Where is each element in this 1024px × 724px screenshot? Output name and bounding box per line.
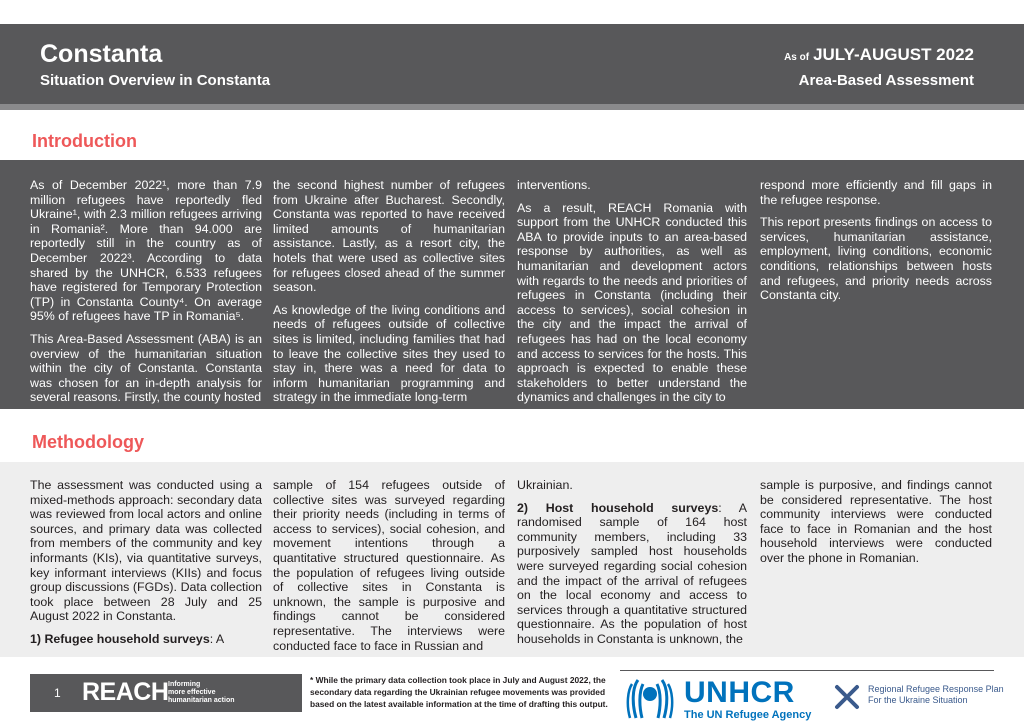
text-run: As knowledge of the living conditions and needs of refugees outside of collective sites is limited, including families that had to leave the collective sites they used to stay in, there was a need for data to inform humanitarian programming and strategy in the immediate long-term	[273, 302, 505, 405]
bold-label: 2) Host household surveys	[517, 500, 719, 515]
reach-tagline	[168, 681, 235, 705]
host-survey-paragraph	[760, 478, 992, 566]
host-survey-paragraph	[517, 501, 747, 647]
unhcr-wordmark: UNHCR	[684, 676, 795, 709]
reach-logo: REACH	[82, 678, 169, 706]
rrp-emblem-icon	[832, 682, 862, 712]
reach-tagline-line: more effective	[168, 689, 216, 696]
text-run: respond more efficiently and fill gaps in the refugee response.	[760, 178, 992, 207]
methodology-heading: Methodology	[32, 432, 144, 452]
text-run: As of December 2022¹, more than 7.9 million refugees have reportedly fled Ukraine¹, with 2.3 million refugees arriving in Romania². More than 94.000 are reportedly still in the country as of December 2022³. According to data shared by the UNHCR, 6.533 refugees have registered for Temporary Protection (TP) in Constanta County⁴. On average 95% of refugees have TP in Romania⁵.	[30, 178, 262, 324]
intro-paragraph	[273, 303, 505, 405]
methodology-column-4	[760, 478, 992, 574]
text-run: : A randomised sample of 164 host community members, including 33 purposively sampled host households were surveyed regarding social cohesion and the impact of the arrival of refugees on the local economy and access to services through a quantitative structured questionnaire. As the population of host households in Constanta is unknown, the	[517, 500, 747, 646]
report-header	[0, 24, 1024, 110]
text-run: This report presents findings on access to services, humanitarian assistance, employment, living conditions, economic conditions, relationships between hosts and refugees, and priority needs across Constanta city.	[760, 215, 992, 303]
text-run: interventions.	[517, 178, 591, 192]
unhcr-subtitle: The UN Refugee Agency	[684, 709, 812, 721]
rrp-logo	[832, 682, 1012, 712]
intro-paragraph	[30, 332, 262, 405]
text-run: : A	[209, 631, 225, 646]
unhcr-hands-icon	[622, 674, 678, 722]
text-run: Ukrainian.	[517, 478, 573, 492]
page-number: 1	[54, 686, 61, 700]
intro-paragraph	[760, 178, 992, 207]
intro-paragraph	[273, 178, 505, 295]
rrp-text-line: For the Ukraine Situation	[868, 695, 968, 705]
introduction-heading: Introduction	[32, 131, 137, 151]
text-run: As a result, REACH Romania with support from the UNHCR conducted this ABA to provide inputs to an area-based response by authorities, as well as humanitarian and development actors with regards to the needs and priorities of refugees in Constanta (including their access to services), social cohesion in the city and the impact the arrival of refugees has had on the local economy and access to services for the hosts. This approach is expected to enable these stakeholders to better understand the dynamics and challenges in the city to	[517, 200, 747, 405]
header-divider	[0, 104, 1024, 110]
data-collection-footnote: * While the primary data collection took place in July and August 2022, the secondary data regarding the Ukrainian refugee movements was provided based on the latest available information at the time of drafting this output.	[310, 675, 608, 709]
report-type: Area-Based Assessment	[798, 72, 974, 89]
as-of-prefix: As of	[784, 52, 810, 63]
footer-divider	[620, 670, 994, 671]
methodology-section	[0, 462, 1024, 657]
page-footer	[0, 670, 1024, 724]
as-of-date	[784, 45, 974, 65]
intro-column-3	[517, 178, 747, 413]
refugee-survey-paragraph	[273, 478, 505, 653]
unhcr-logo	[620, 674, 820, 722]
intro-column-2	[273, 178, 505, 413]
text-run: sample is purposive, and findings cannot be considered representative. The host community interviews were conducted face to face in Romanian and the host household interviews were conducted over the phone in Romanian.	[760, 478, 992, 565]
rrp-text-line: Regional Refugee Response Plan	[868, 684, 1004, 694]
intro-paragraph	[30, 178, 262, 324]
text-run: This Area-Based Assessment (ABA) is an overview of the humanitarian situation within the city of Constanta. Constanta was chosen for an in-depth analysis for several reasons. Firstly, the county hosted	[30, 331, 262, 405]
bold-label: 1) Refugee household surveys	[30, 631, 210, 646]
text-run: sample of 154 refugees outside of collective sites was surveyed regarding their priority needs (including in terms of access to services), social cohesion, and movement intentions through a quantitative structured questionnaire. As the population of refugees living outside of collective sites in Constanta is unknown, the sample is purposive and findings cannot be considered representative. The interviews were conducted face to face in Russian and	[273, 478, 505, 653]
methodology-intro	[30, 478, 262, 624]
reach-logo-block	[30, 674, 302, 712]
intro-paragraph	[517, 201, 747, 405]
methodology-column-3	[517, 478, 747, 655]
methodology-column-2	[273, 478, 505, 661]
refugee-survey-paragraph	[30, 632, 262, 647]
rrp-text	[868, 684, 1004, 706]
reach-tagline-line: Informing	[168, 681, 201, 688]
text-run: The assessment was conducted using a mixed-methods approach: secondary data was reviewed from local actors and online sources, and primary data was collected from members of the community and key informants (KIs), via quantitative surveys, key informant interviews (KIIs) and focus group discussions (FGDs). Data collection took place between 28 July and 25 August 2022 in Constanta.	[30, 478, 262, 624]
text-run: the second highest number of refugees from Ukraine after Bucharest. Secondly, Constanta was reported to have received limited amounts of humanitarian assistance. Lastly, as a resort city, the hotels that were used as collective sites for refugees closed ahead of the summer season.	[273, 178, 505, 295]
intro-column-4	[760, 178, 992, 311]
intro-column-1	[30, 178, 262, 413]
intro-paragraph	[760, 215, 992, 303]
report-title: Constanta	[40, 40, 163, 68]
reach-tagline-line: humanitarian action	[168, 697, 235, 704]
as-of-period: JULY-AUGUST 2022	[813, 45, 974, 64]
report-subtitle: Situation Overview in Constanta	[40, 72, 271, 89]
methodology-column-1	[30, 478, 262, 655]
intro-paragraph	[517, 178, 747, 193]
refugee-survey-paragraph	[517, 478, 747, 493]
introduction-section	[0, 160, 1024, 409]
